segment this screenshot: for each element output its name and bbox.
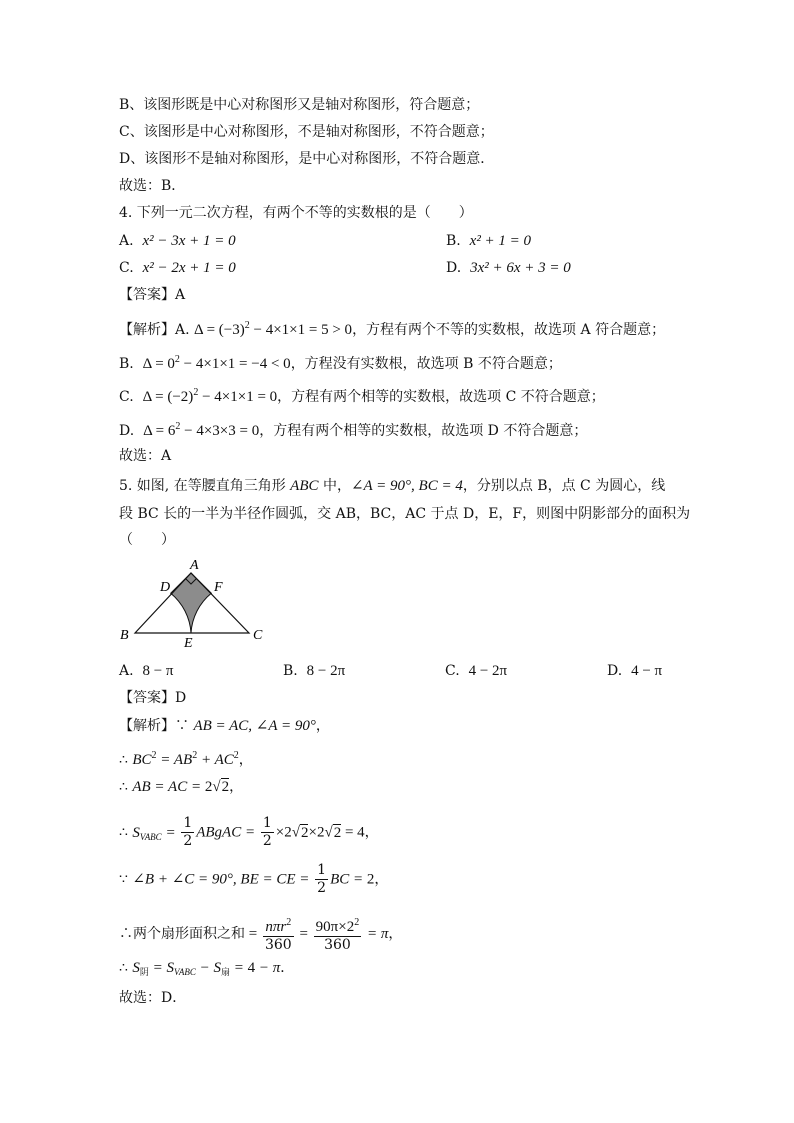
label-b: B <box>120 628 129 643</box>
explanation-4-d: D. $\Delta = 6^2 - 4\times 3\times 3 = 0$，方程有两个相等的实数根，故选项 D 不符合题意； <box>119 421 588 439</box>
explanation-5-line-7: ∴ $S_阴 = S_{VABC} - S_扇 = 4 - \pi$． <box>119 960 295 977</box>
shaded-region <box>171 573 212 633</box>
explanation-4-b: B. $\Delta = 0^2 - 4\times 1\times 1 = -4 < 0$，方程没有实数根，故选项 B 不符合题意； <box>119 354 562 372</box>
text-line: B、该图形既是中心对称图形又是轴对称图形，符合题意； <box>119 97 480 113</box>
selection-4: 故选：A <box>119 448 172 464</box>
q5-option-c: C. 4 − 2π <box>445 663 508 679</box>
explanation-5-line-5: ∵ ∠B + ∠C = 90°, BE = CE = $\frac{1}{2}$ BC = 2， <box>119 862 389 896</box>
label-d: D <box>160 580 171 595</box>
triangle-figure <box>114 557 274 649</box>
explanation-5-line-1: 【解析】∵ AB = AC, ∠A = 90°， <box>119 718 330 734</box>
label-f: F <box>214 580 223 595</box>
q4-option-a: A. x² − 3x + 1 = 0 <box>119 233 236 249</box>
question-5-line-2: 段 BC 长的一半为半径作圆弧，交 AB，BC，AC 于点 D，E，F，则图中阴影部分的面积为 <box>119 506 691 522</box>
question-5-line-1: 5. 如图, 在等腰直角三角形 ABC 中，∠A = 90°, BC = 4，分别以点 B，点 C 为圆心，线 <box>119 478 666 494</box>
text-line: C、该图形是中心对称图形，不是轴对称图形，不符合题意； <box>119 124 494 140</box>
explanation-4-c: C. $\Delta = (-2)^2 - 4\times 1\times 1 = 0$，方程有两个相等的实数根，故选项 C 不符合题意； <box>119 387 605 405</box>
label-e: E <box>184 636 193 649</box>
q5-option-b: B. 8 − 2π <box>283 663 346 679</box>
explanation-5-line-2: ∴ $BC^2 = AB^2 + AC^2$， <box>119 750 253 768</box>
q4-option-d: D. 3x² + 6x + 3 = 0 <box>446 260 571 276</box>
explanation-4-a: 【解析】A. $\Delta = (-3)^2 - 4\times 1\times 1 = 5 > 0$，方程有两个不等的实数根，故选项 A 符合题意； <box>119 320 666 338</box>
q5-option-d: D. 4 − π <box>607 663 663 679</box>
question-4: 4. 下列一元二次方程，有两个不等的实数根的是（ ） <box>119 205 473 221</box>
text-line: 故选：B． <box>119 178 186 194</box>
explanation-5-line-6: ∴两个扇形面积之和 = $\frac{n\pi r^2}{360}$ = $\frac{90\pi\times 2^2}{360}$ = π， <box>119 914 402 954</box>
q5-option-a: A. 8 − π <box>119 663 174 679</box>
answer-4: 【答案】A <box>119 287 186 303</box>
selection-5: 故选：D． <box>119 990 187 1006</box>
explanation-5-line-4: ∴ $S_{VABC}$ = $\frac{1}{2}$ ABgAC = $\frac{1}{2}$ ×2√2×2√2 = 4， <box>119 815 379 849</box>
q4-option-c: C. x² − 2x + 1 = 0 <box>119 260 236 276</box>
q4-option-b: B. x² + 1 = 0 <box>446 233 532 249</box>
answer-5: 【答案】D <box>119 690 187 706</box>
question-5-line-3: （ ） <box>119 532 175 548</box>
label-a: A <box>190 558 199 573</box>
label-c: C <box>253 628 263 643</box>
text-line: D、该图形不是轴对称图形，是中心对称图形，不符合题意． <box>119 151 495 167</box>
explanation-5-line-3: ∴ AB = AC = 2√2， <box>119 779 244 795</box>
